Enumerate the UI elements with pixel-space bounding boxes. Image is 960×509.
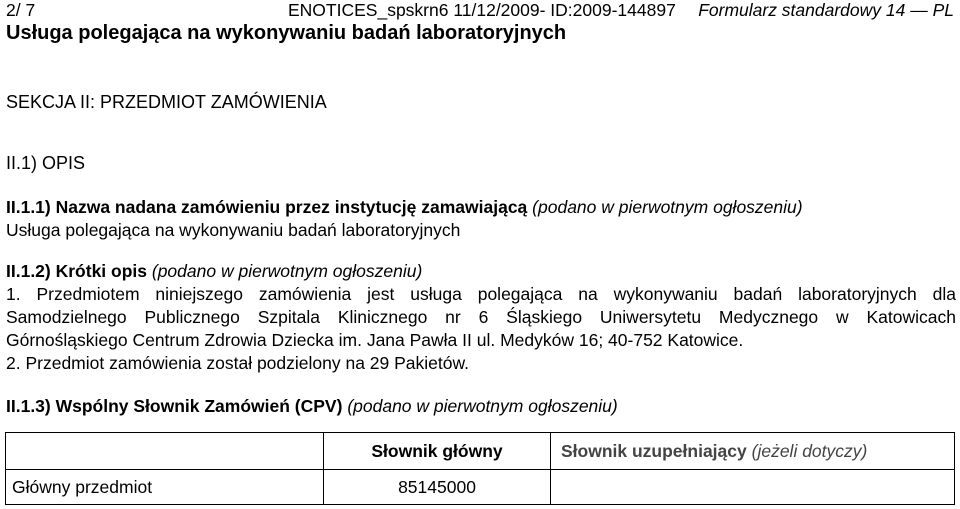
item-1-value: Usługa polegająca na wykonywaniu badań laboratoryjnych [6, 220, 461, 240]
item-3-label: II.1.3) Wspólny Słownik Zamówień (CPV) [6, 396, 343, 416]
item-1-note: (podano w pierwotnym ogłoszeniu) [532, 197, 803, 217]
description-line: Górnośląskiego Centrum Zdrowia Dziecka im. Jana Pawła II ul. Medyków 16; 40-752 Katowice. [6, 330, 744, 350]
item-2-label: II.1.2) Krótki opis [6, 261, 147, 281]
item-2-note: (podano w pierwotnym ogłoszeniu) [151, 261, 423, 281]
item-2-description [6, 283, 956, 375]
supp-note: (jeżeli dotyczy) [751, 440, 868, 461]
description-line: 1. Przedmiotem niniejszego zamówienia jest usługa polegająca na wykonywaniu badań laboratoryjnych dla [6, 284, 956, 304]
item-1-heading [6, 197, 803, 218]
cpv-main-code: 85145000 [324, 470, 551, 505]
item-3-heading [6, 396, 618, 417]
page-header [6, 0, 954, 22]
notice-reference: ENOTICES_spskrn6 11/12/2009- ID:2009-144897 [288, 0, 676, 20]
description-line: 2. Przedmiot zamówienia został podzielony na 29 Pakietów. [6, 353, 470, 373]
table-row [6, 470, 955, 505]
row-label: Główny przedmiot [6, 470, 324, 505]
cpv-table [5, 432, 955, 505]
supp-label: Słownik uzupełniający [561, 440, 747, 461]
table-row [6, 433, 955, 470]
item-3-note: (podano w pierwotnym ogłoszeniu) [347, 396, 618, 416]
subsection-title: II.1) OPIS [6, 153, 86, 173]
table-cell-empty [6, 433, 324, 470]
form-type: Formularz standardowy 14 — PL [698, 0, 954, 20]
page-number: 2/ 7 [6, 0, 36, 20]
cpv-supplementary-code [551, 470, 955, 505]
item-2-heading [6, 261, 422, 282]
description-line: Samodzielnego Publicznego Szpitala Klinicznego nr 6 Śląskiego Uniwersytetu Medycznego w Katowicach [6, 307, 956, 327]
section-title: SEKCJA II: PRZEDMIOT ZAMÓWIENIA [6, 92, 327, 112]
column-header-main: Słownik główny [324, 433, 551, 470]
document-title: Usługa polegająca na wykonywaniu badań laboratoryjnych [6, 22, 567, 44]
item-1-label: II.1.1) Nazwa nadana zamówieniu przez instytucję zamawiającą [6, 197, 528, 217]
column-header-supplementary [551, 433, 955, 470]
